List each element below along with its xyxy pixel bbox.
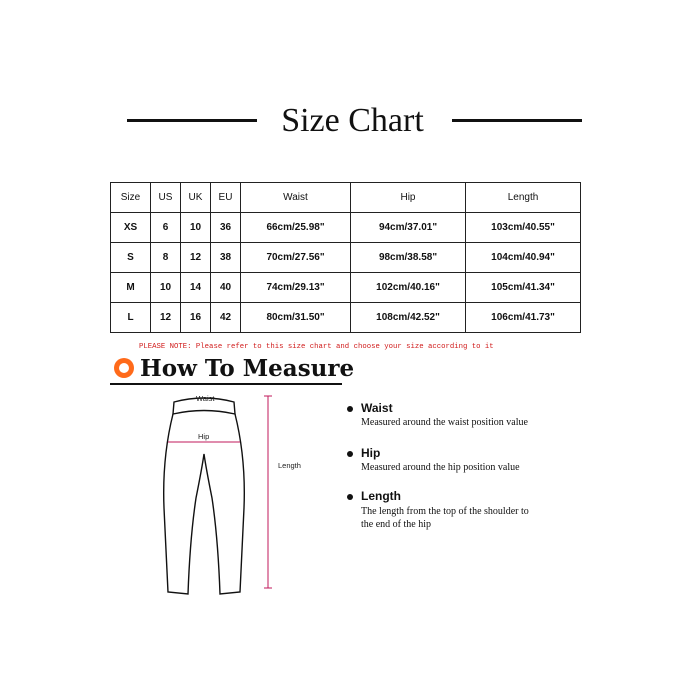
cell-hip: 102cm/40.16": [351, 273, 466, 303]
bullet-dot-icon: [347, 406, 353, 412]
cell-uk: 16: [181, 303, 211, 333]
hip-diagram-label: Hip: [198, 432, 210, 441]
table-row: [111, 273, 581, 303]
cell-waist: 74cm/29.13": [241, 273, 351, 303]
measure-label: Hip: [361, 446, 381, 460]
header-size: Size: [111, 183, 151, 213]
pants-outline: [164, 414, 245, 594]
cell-waist: 80cm/31.50": [241, 303, 351, 333]
header-length: Length: [466, 183, 581, 213]
measure-label: Waist: [361, 401, 393, 415]
cell-uk: 12: [181, 243, 211, 273]
measure-desc: The length from the top of the shoulder to: [361, 506, 529, 517]
cell-hip: 98cm/38.58": [351, 243, 466, 273]
title-divider-left: [127, 119, 257, 122]
table-row: [111, 213, 581, 243]
size-table: [110, 182, 581, 333]
cell-waist: 66cm/25.98": [241, 213, 351, 243]
size-note: PLEASE NOTE: Please refer to this size chart and choose your size according to it: [139, 343, 494, 351]
cell-us: 6: [151, 213, 181, 243]
circle-bullet-icon: [114, 358, 134, 378]
measure-label: Length: [361, 489, 401, 503]
bullet-dot-icon: [347, 451, 353, 457]
cell-eu: 40: [211, 273, 241, 303]
waist-diagram-label: Waist: [196, 394, 215, 403]
cell-eu: 42: [211, 303, 241, 333]
cell-size: XS: [111, 213, 151, 243]
cell-us: 12: [151, 303, 181, 333]
header-waist: Waist: [241, 183, 351, 213]
cell-us: 10: [151, 273, 181, 303]
cell-uk: 10: [181, 213, 211, 243]
cell-hip: 108cm/42.52": [351, 303, 466, 333]
cell-size: S: [111, 243, 151, 273]
cell-uk: 14: [181, 273, 211, 303]
table-row: [111, 243, 581, 273]
cell-eu: 38: [211, 243, 241, 273]
cell-size: M: [111, 273, 151, 303]
measure-desc: Measured around the waist position value: [361, 417, 528, 428]
size-chart-header: [0, 98, 700, 144]
header-eu: EU: [211, 183, 241, 213]
cell-waist: 70cm/27.56": [241, 243, 351, 273]
length-diagram-label: Length: [278, 461, 301, 470]
cell-us: 8: [151, 243, 181, 273]
table-row: [111, 303, 581, 333]
cell-eu: 36: [211, 213, 241, 243]
header-us: US: [151, 183, 181, 213]
cell-size: L: [111, 303, 151, 333]
title-divider-right: [452, 119, 582, 122]
cell-length: 106cm/41.73": [466, 303, 581, 333]
measure-desc: the end of the hip: [361, 519, 431, 530]
cell-length: 105cm/41.34": [466, 273, 581, 303]
page-title: Size Chart: [281, 102, 424, 139]
heading-underline: [110, 383, 342, 385]
table-header-row: [111, 183, 581, 213]
cell-hip: 94cm/37.01": [351, 213, 466, 243]
bullet-dot-icon: [347, 494, 353, 500]
how-to-measure-title: How To Measure: [140, 355, 355, 382]
measure-desc: Measured around the hip position value: [361, 462, 520, 473]
cell-length: 104cm/40.94": [466, 243, 581, 273]
cell-length: 103cm/40.55": [466, 213, 581, 243]
pants-measurement-diagram: [150, 388, 310, 598]
header-uk: UK: [181, 183, 211, 213]
header-hip: Hip: [351, 183, 466, 213]
